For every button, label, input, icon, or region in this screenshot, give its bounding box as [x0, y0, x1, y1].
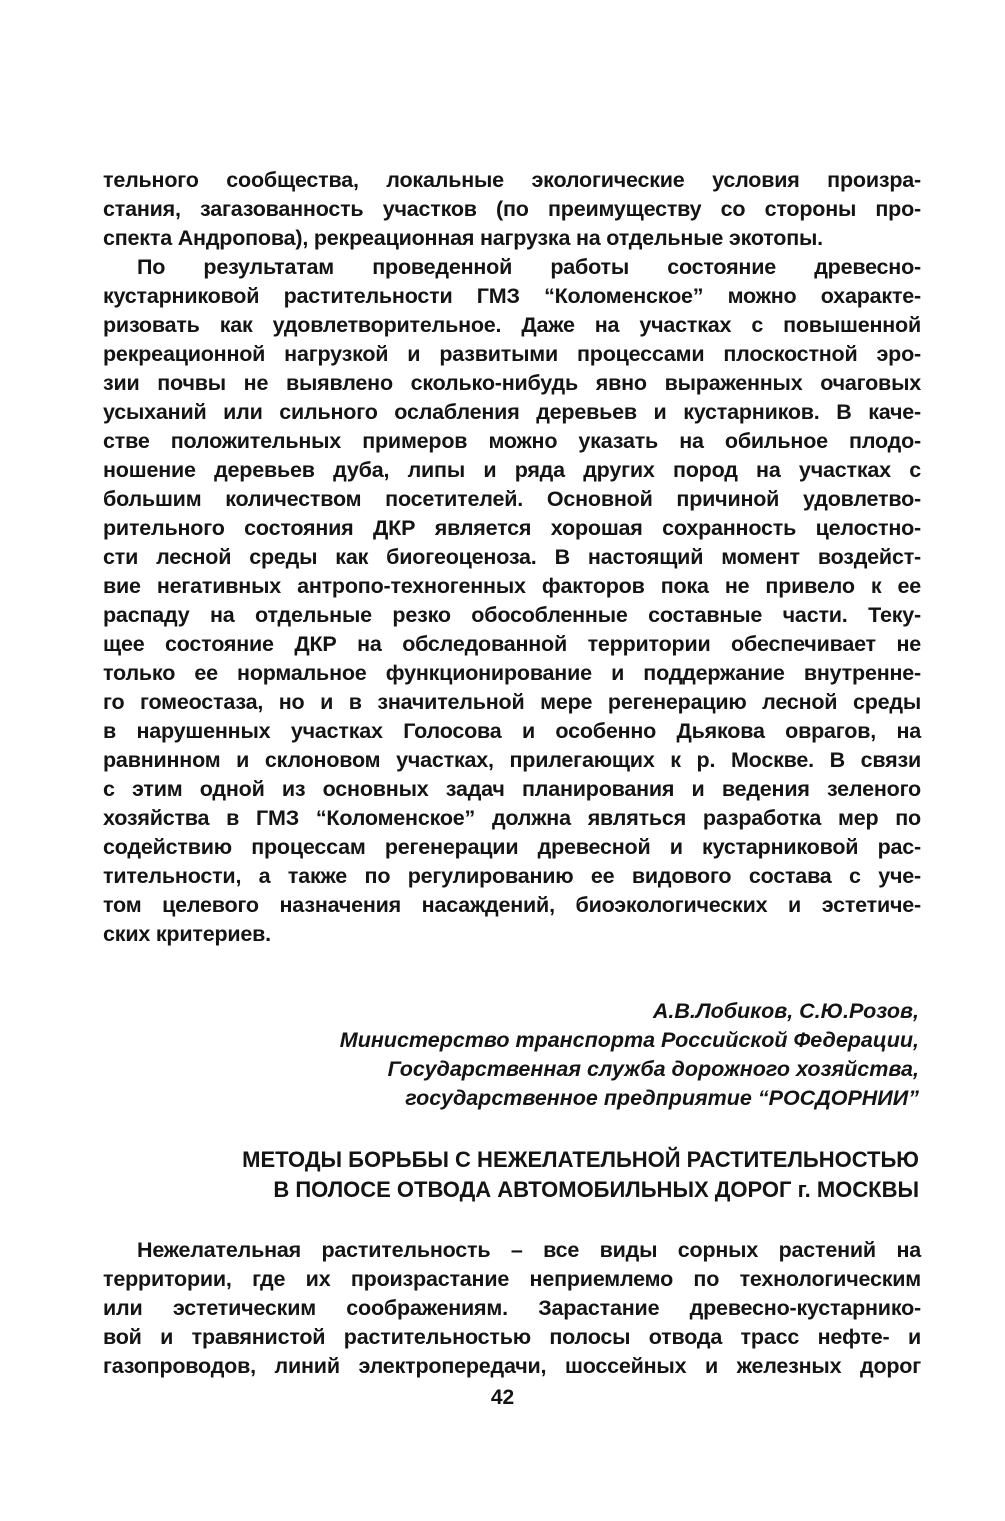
- text-line: с этим одной из основных задач планирования и ведения зеленого: [103, 777, 921, 801]
- text-line: территории, где их произрастание неприемлемо по технологическим: [103, 1267, 921, 1291]
- text-line: равнинном и склоновом участках, прилегающих к р. Москве. В связи: [103, 748, 921, 772]
- text-line: зии почвы не выявлено сколько-нибудь явно выраженных очаговых: [103, 371, 921, 395]
- text-line: спекта Андропова), рекреационная нагрузка на отдельные экотопы.: [103, 226, 823, 250]
- affiliation-line: государственное предприятие “РОСДОРНИИ”: [405, 1086, 919, 1110]
- text-line: ношение деревьев дуба, липы и ряда других пород на участках с: [103, 458, 921, 482]
- text-line: сти лесной среды как биогеоценоза. В настоящий момент воздейст-: [103, 545, 921, 569]
- text-line: том целевого назначения насаждений, биоэкологических и эстетиче-: [103, 893, 921, 917]
- affiliation-line: Государственная служба дорожного хозяйства,: [387, 1057, 919, 1081]
- author-names: А.В.Лобиков, С.Ю.Розов,: [652, 999, 919, 1023]
- text-line: тительности, а также по регулированию ее видового состава с уче-: [103, 864, 921, 888]
- text-line: ских критериев.: [103, 922, 271, 946]
- text-line: только ее нормальное функционирование и поддержание внутренне-: [103, 661, 921, 685]
- text-line: тельного сообщества, локальные экологические условия произра-: [103, 168, 921, 192]
- text-line: Нежелательная растительность – все виды сорных растений на: [137, 1238, 921, 1262]
- title-line: В ПОЛОСЕ ОТВОДА АВТОМОБИЛЬНЫХ ДОРОГ г. МОСКВЫ: [273, 1177, 919, 1202]
- text-line: стания, загазованность участков (по преимуществу со стороны про-: [103, 197, 921, 221]
- text-line: кустарниковой растительности ГМЗ “Коломенское” можно охаракте-: [103, 284, 921, 308]
- text-line: в нарушенных участках Голосова и особенно Дьякова оврагов, на: [103, 719, 921, 743]
- text-line: хозяйства в ГМЗ “Коломенское” должна являться разработка мер по: [103, 806, 921, 830]
- text-line: стве положительных примеров можно указать на обильное плодо-: [103, 429, 921, 453]
- page-number: 42: [490, 1386, 515, 1409]
- text-line: ризовать как удовлетворительное. Даже на участках с повышенной: [103, 313, 921, 337]
- affiliation-line: Министерство транспорта Российской Федерации,: [339, 1028, 919, 1052]
- text-line: вие негативных антропо-техногенных факторов пока не привело к ее: [103, 574, 921, 598]
- paragraph-results: [103, 253, 921, 949]
- text-line: содействию процессам регенерации древесной и кустарниковой рас-: [103, 835, 921, 859]
- text-line: или эстетическим соображениям. Зарастание древесно-кустарнико-: [103, 1296, 921, 1320]
- text-line: рительного состояния ДКР является хорошая сохранность целостно-: [103, 516, 921, 540]
- text-line: рекреационной нагрузкой и развитыми процессами плоскостной эро-: [103, 342, 921, 366]
- paragraph-continuation: [103, 166, 921, 253]
- paragraph-intro: [103, 1236, 921, 1381]
- text-line: По результатам проведенной работы состояние древесно-: [137, 255, 921, 279]
- text-line: усыханий или сильного ослабления деревьев и кустарников. В каче-: [103, 400, 921, 424]
- text-line: вой и травянистой растительностью полосы отвода трасс нефте- и: [103, 1325, 921, 1349]
- text-line: го гомеостаза, но и в значительной мере регенерацию лесной среды: [103, 690, 921, 714]
- author-block: [340, 996, 919, 1113]
- text-line: распаду на отдельные резко обособленные составные части. Теку-: [103, 603, 921, 627]
- text-line: газопроводов, линий электропередачи, шоссейных и железных дорог: [103, 1354, 921, 1378]
- text-line: большим количеством посетителей. Основной причиной удовлетво-: [103, 487, 921, 511]
- article-title: [242, 1145, 919, 1205]
- title-line: МЕТОДЫ БОРЬБЫ С НЕЖЕЛАТЕЛЬНОЙ РАСТИТЕЛЬНОСТЬЮ: [242, 1147, 919, 1172]
- text-line: щее состояние ДКР на обследованной территории обеспечивает не: [103, 632, 921, 656]
